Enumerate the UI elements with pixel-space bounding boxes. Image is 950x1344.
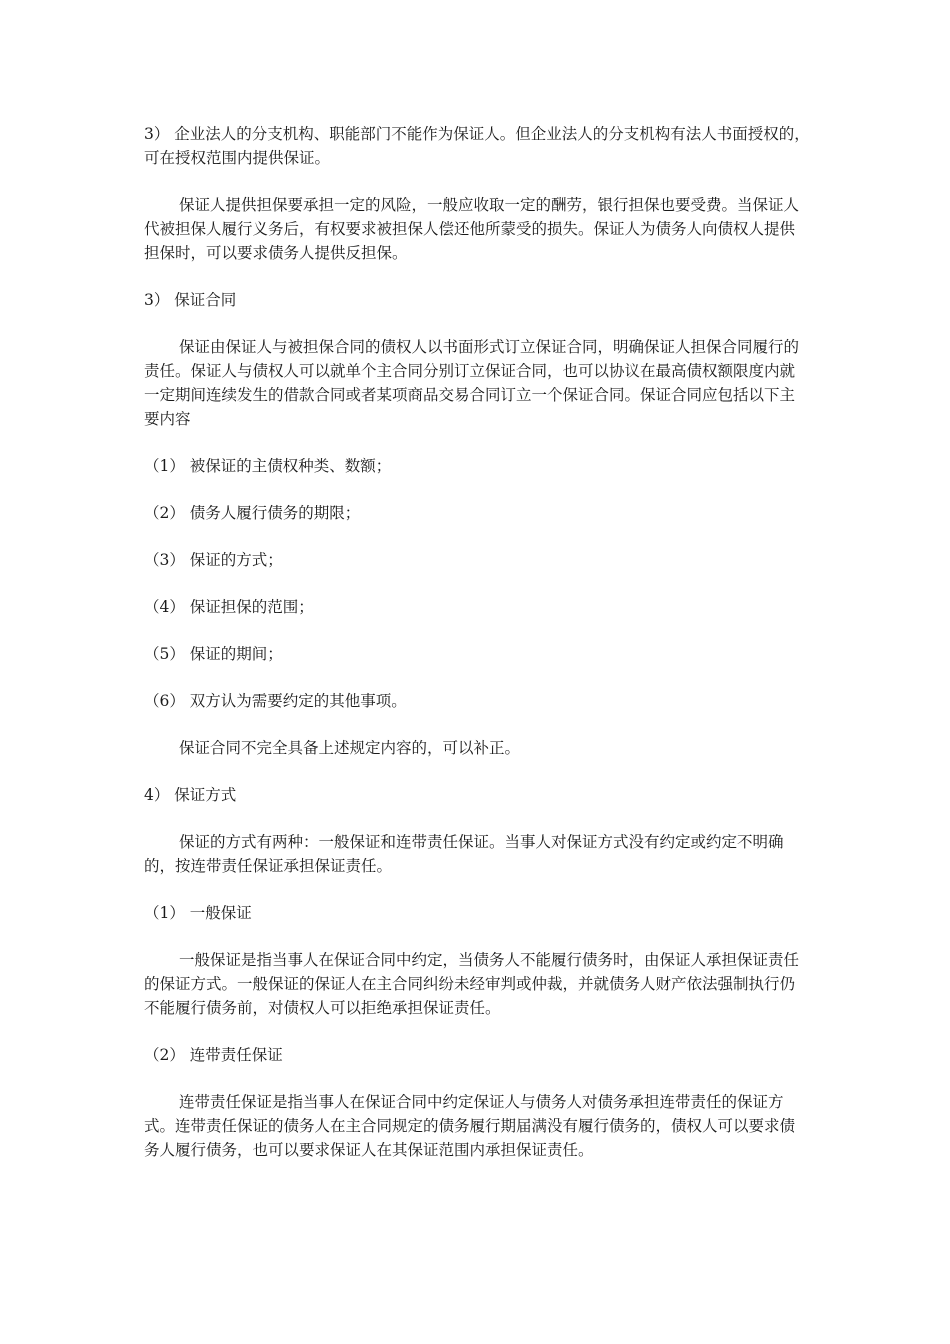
document-body bbox=[144, 122, 810, 1185]
list-item: （5） 保证的期间； bbox=[144, 645, 283, 663]
paragraph: 保证由保证人与被担保合同的债权人以书面形式订立保证合同，明确保证人担保合同履行的责任。保证人与债权人可以就单个主合同分别订立保证合同，也可以协议在最高债权额限度内就一定期间连续发生的借款合同或者某项商品交易合同订立一个保证合同。保证合同应包括以下主要内容 bbox=[144, 338, 800, 428]
paragraph: 一般保证是指当事人在保证合同中约定，当债务人不能履行债务时，由保证人承担保证责任的保证方式。一般保证的保证人在主合同纠纷未经审判或仲裁，并就债务人财产依法强制执行仍不能履行债务前，对债权人可以拒绝承担保证责任。 bbox=[144, 951, 800, 1017]
paragraph: 3） 企业法人的分支机构、职能部门不能作为保证人。但企业法人的分支机构有法人书面授权的，可在授权范围内提供保证。 bbox=[144, 125, 810, 167]
subsection-heading: （2） 连带责任保证 bbox=[144, 1046, 283, 1064]
section-heading: 3） 保证合同 bbox=[144, 291, 237, 309]
paragraph: 保证合同不完全具备上述规定内容的，可以补正。 bbox=[179, 739, 521, 757]
section-heading: 4） 保证方式 bbox=[144, 786, 237, 804]
paragraph: 保证人提供担保要承担一定的风险，一般应收取一定的酬劳，银行担保也要受费。当保证人代被担保人履行义务后，有权要求被担保人偿还他所蒙受的损失。保证人为债务人向债权人提供担保时，可以要求债务人提供反担保。 bbox=[144, 196, 800, 262]
list-item: （2） 债务人履行债务的期限； bbox=[144, 504, 361, 522]
list-item: （4） 保证担保的范围； bbox=[144, 598, 314, 616]
list-item: （1） 被保证的主债权种类、数额； bbox=[144, 457, 392, 475]
list-item: （6） 双方认为需要约定的其他事项。 bbox=[144, 692, 407, 710]
subsection-heading: （1） 一般保证 bbox=[144, 904, 252, 922]
list-item: （3） 保证的方式； bbox=[144, 551, 283, 569]
paragraph: 保证的方式有两种：一般保证和连带责任保证。当事人对保证方式没有约定或约定不明确的，按连带责任保证承担保证责任。 bbox=[144, 833, 784, 875]
paragraph: 连带责任保证是指当事人在保证合同中约定保证人与债务人对债务承担连带责任的保证方式。连带责任保证的债务人在主合同规定的债务履行期届满没有履行债务的，债权人可以要求债务人履行债务，也可以要求保证人在其保证范围内承担保证责任。 bbox=[144, 1093, 796, 1159]
